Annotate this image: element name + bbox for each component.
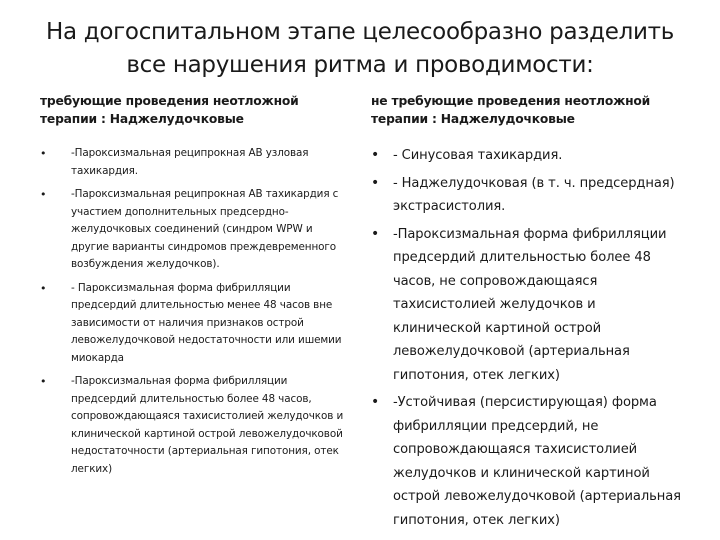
right-bullet-list <box>371 144 681 532</box>
list-item-text: -Пароксизмальная форма фибрилляции предсердий длительностью более 48 часов, не сопровождающаяся тахисистолией желудочков и клинической картиной острой левожелудочковой (артериальная гипотония, отек легких) <box>393 226 667 383</box>
list-item-text: - Наджелудочковая (в т. ч. предсердная) экстрасистолия. <box>393 175 675 214</box>
list-item <box>40 373 350 478</box>
left-column-heading: требующие проведения неотложной терапии : Наджелудочковые <box>40 94 299 126</box>
bullet-icon: • <box>371 174 380 191</box>
list-item <box>371 223 681 388</box>
right-column-heading: не требующие проведения неотложной терапии : Наджелудочковые <box>371 94 651 126</box>
list-item <box>40 186 350 274</box>
bullet-icon: • <box>371 225 380 242</box>
list-item <box>40 145 350 180</box>
bullet-icon: • <box>40 375 47 388</box>
list-item <box>371 172 681 219</box>
slide-title: На догоспитальном этапе целесообразно разделить все нарушения ритма и проводимости: <box>45 19 675 78</box>
list-item <box>371 144 681 168</box>
list-item-text: -Пароксизмальная реципрокная АВ узловая тахикардия. <box>71 147 309 177</box>
bullet-icon: • <box>371 147 380 163</box>
list-item <box>371 391 681 532</box>
left-bullet-list <box>40 145 350 478</box>
list-item-text: -Пароксизмальная реципрокная АВ тахикардия с участием дополнительных предсердно-желудочковых соединений (синдром WPW и другие варианты синдромов преждевременного возбуждения желудочков). <box>71 188 339 270</box>
list-item-text: - Пароксизмальная форма фибрилляции предсердий длительностью менее 48 часов вне зависимости от наличия признаков острой левожелудочковой недостаточности или ишемии миокарда <box>71 281 342 364</box>
bullet-icon: • <box>40 188 47 201</box>
bullet-icon: • <box>40 147 47 160</box>
list-item-text: -Устойчивая (персистирующая) форма фибрилляции предсердий, не сопровождающаяся тахисистолией желудочков и клинической картиной острой левожелудочковой (артериальная гипотония, отек легких) <box>393 395 681 528</box>
bullet-icon: • <box>40 281 47 295</box>
list-item <box>40 280 350 368</box>
bullet-icon: • <box>371 394 380 410</box>
left-column <box>40 92 350 484</box>
list-item-text: - Синусовая тахикардия. <box>393 148 563 163</box>
list-item-text: -Пароксизмальная форма фибрилляции предсердий длительностью более 48 часов, сопровождающаяся тахисистолией желудочков и клинической картиной острой левожелудочковой недостаточности (артериальная гипотония, отек легких) <box>71 375 344 475</box>
right-column <box>371 92 681 536</box>
